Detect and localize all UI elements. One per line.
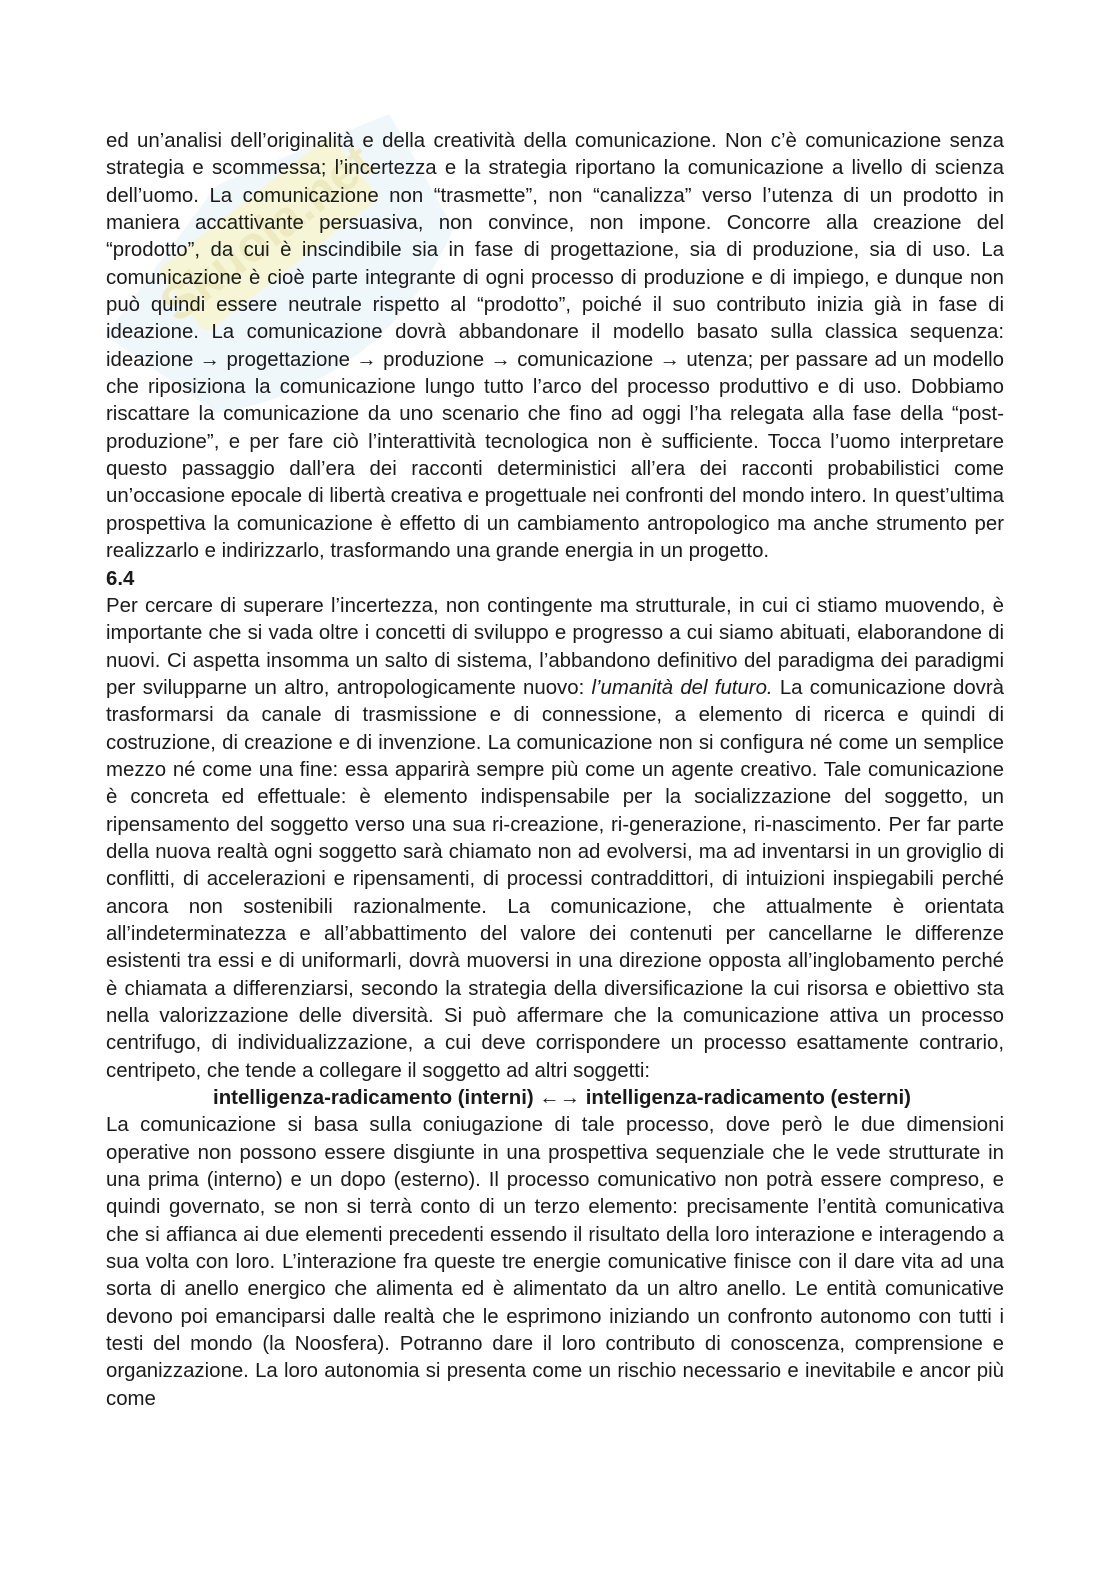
paragraph-text-after-italic: La comunicazione dovrà trasformarsi da canale di trasmissione e di connessione, a elemento di ricerca e quindi di costruzione, di creazione e di invenzione. La comunicazione non si configura né come un semplice mezzo né come una fine: essa apparirà sempre più come un agente creativo. Tale comunicazione è concreta ed effettuale: è elemento indispensabile per la socializzazione del soggetto, un ripensamento del soggetto verso una sua ri-creazione, ri-generazione, ri-nascimento. Per far parte della nuova realtà ogni soggetto sarà chiamato non ad evolversi, ma ad inventarsi in un groviglio di conflitti, di accelerazioni e ripensamenti, di processi contraddittori, di intuizioni inspiegabili perché ancora non sostenibili razionalmente. La comunicazione, che attualmente è orientata all’indeterminatezza e all’abbattimento del valore dei contenuti per cancellarne le differenze esistenti tra essi e di uniformarli, dovrà muoversi in una direzione opposta all’inglobamento perché è chiamata a differenziarsi, secondo la strategia della diversificazione la cui risorsa e obiettivo sta nella valorizzazione delle diversità. Si può affermare che la comunicazione attiva un processo centrifugo, di individualizzazione, a cui deve corrispondere un processo esattamente contrario, centripeto, che tende a collegare il soggetto ad altri soggetti: bbox=[106, 676, 1004, 1082]
paragraph-section-body bbox=[106, 593, 1004, 1085]
paragraph-intro: ed un’analisi dell’originalità e della creatività della comunicazione. Non c’è comunicazione senza strategia e scommessa; l’incertezza e la strategia riportano la comunicazione a livello di scienza dell’uomo. La comunicazione non “trasmette”, non “canalizza” verso l’utenza di un prodotto in maniera accattivante persuasiva, non convince, non impone. Concorre alla creazione del “prodotto”, da cui è inscindibile sia in fase di progettazione, sia di produzione, sia di uso. La comunicazione è cioè parte integrante di ogni processo di produzione e di impiego, e dunque non può quindi essere neutrale rispetto al “prodotto”, poiché il suo contributo inizia già in fase di ideazione. La comunicazione dovrà abbandonare il modello basato sulla classica sequenza: ideazione → progettazione → produzione → comunicazione → utenza; per passare ad un modello che riposiziona la comunicazione lungo tutto l’arco del processo produttivo e di uso. Dobbiamo riscattare la comunicazione da uno scenario che fino ad oggi l’ha relegata alla fase della “post-produzione”, e per fare ciò l’interattività tecnologica non è sufficiente. Tocca l’uomo interpretare questo passaggio dall’era dei racconti deterministici all’era dei racconti probabilistici come un’occasione epocale di libertà creativa e progettuale nei confronti del mondo intero. In quest’ultima prospettiva la comunicazione è effetto di un cambiamento antropologico ma anche strumento per realizzarlo e indirizzarlo, trasformando una grande energia in un progetto. bbox=[106, 130, 1004, 563]
paragraph-text-before-italic: Per cercare di superare l’incertezza, non contingente ma strutturale, in cui ci stiamo muovendo, è importante che si vada oltre i concetti di sviluppo e progresso a cui siamo abituati, elaborandone di nuovi. Ci aspetta insomma un salto di sistema, l’abbandono definitivo del paradigma dei paradigmi per svilupparne un altro, antropologicamente nuovo: bbox=[106, 594, 1004, 699]
watermark-text: Skuola.net bbox=[149, 132, 384, 333]
section-number: 6.4 bbox=[106, 567, 135, 590]
centered-bold-formula: intelligenza-radicamento (interni) ←→ intelligenza-radicamento (esterni) bbox=[213, 1087, 911, 1110]
paragraph-conclusion: La comunicazione si basa sulla coniugazione di tale processo, dove però le due dimensioni operative non possono essere disgiunte in una prospettiva sequenziale che le vede strutturate in una prima (interno) e un dopo (esterno). Il processo comunicativo non potrà essere compreso, e quindi governato, se non si terrà conto di un terzo elemento: precisamente l’entità comunicativa che si affianca ai due elementi precedenti essendo il risultato della loro interazione e interagendo a sua volta con loro. L’interazione fra queste tre energie comunicative finisce con il dare vita ad una sorta di anello energico che alimenta ed è alimentato da un altro anello. Le entità comunicative devono poi emanciparsi dalle realtà che le esprimono iniziando un confronto autonomo con tutti i testi del mondo (la Noosfera). Potranno dare il loro contributo di conoscenza, comprensione e organizzazione. La loro autonomia si presenta come un rischio necessario e inevitabile e ancor più come bbox=[106, 1114, 1004, 1410]
italic-phrase: l’umanità del futuro. bbox=[591, 676, 773, 699]
document-page bbox=[106, 128, 1004, 1413]
